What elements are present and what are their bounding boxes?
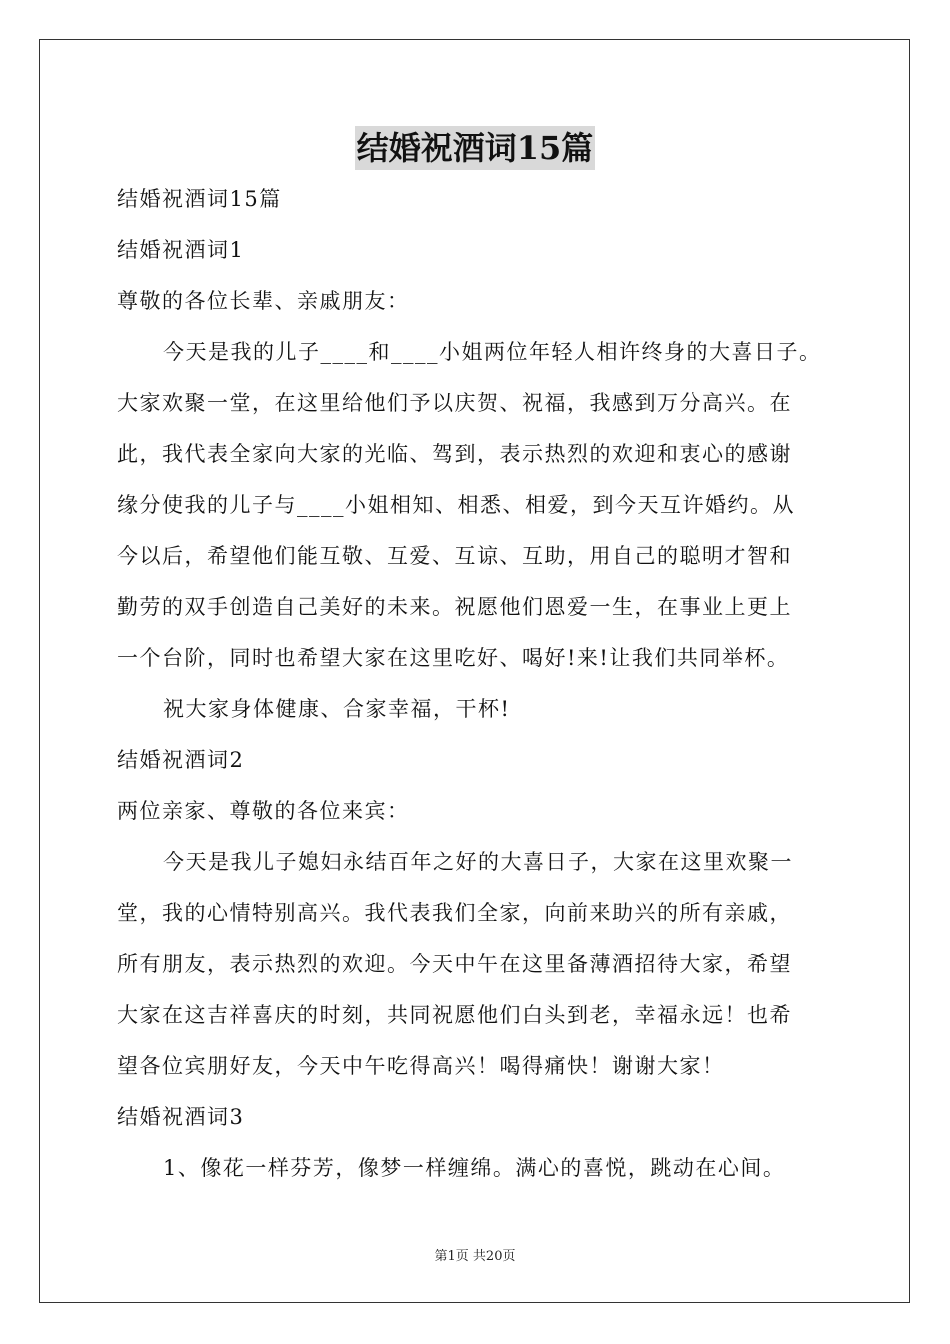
body-line-5: 大家欢聚一堂，在这里给他们予以庆贺、祝福，我感到万分高兴。在 [117,391,792,415]
body-line-10: 一个台阶，同时也希望大家在这里吃好、喝好!来!让我们共同举杯。 [117,646,790,670]
document-body [117,174,837,1194]
body-line-15: 堂，我的心情特别高兴。我代表我们全家，向前来助兴的所有亲戚， [117,901,792,925]
body-line-17: 大家在这吉祥喜庆的时刻，共同祝愿他们白头到老，幸福永远！也希 [117,1003,792,1027]
page-footer: 第1页 共20页 [434,1249,516,1264]
title-container [0,126,950,170]
body-line-2: 结婚祝酒词1 [117,238,245,262]
body-line-7: 缘分使我的儿子与____小姐相知、相悉、相爱，到今天互许婚约。从 [117,493,795,517]
body-line-1: 结婚祝酒词15篇 [117,187,282,211]
body-line-11: 祝大家身体健康、合家幸福，干杯! [163,697,511,721]
body-line-16: 所有朋友，表示热烈的欢迎。今天中午在这里备薄酒招待大家，希望 [117,952,792,976]
body-line-3: 尊敬的各位长辈、亲戚朋友： [117,289,410,313]
body-line-14: 今天是我儿子媳妇永结百年之好的大喜日子，大家在这里欢聚一 [163,850,793,874]
body-line-19: 结婚祝酒词3 [117,1105,245,1129]
body-line-9: 勤劳的双手创造自己美好的未来。祝愿他们恩爱一生，在事业上更上 [117,595,792,619]
body-line-20: 1、像花一样芬芳，像梦一样缠绵。满心的喜悦，跳动在心间。 [163,1156,786,1180]
body-line-4: 今天是我的儿子____和____小姐两位年轻人相许终身的大喜日子。 [163,340,822,364]
body-line-6: 此，我代表全家向大家的光临、驾到，表示热烈的欢迎和衷心的感谢 [117,442,792,466]
body-line-18: 望各位宾朋好友，今天中午吃得高兴！喝得痛快！谢谢大家！ [117,1054,725,1078]
body-line-8: 今以后，希望他们能互敬、互爱、互谅、互助，用自己的聪明才智和 [117,544,792,568]
body-line-13: 两位亲家、尊敬的各位来宾： [117,799,410,823]
body-line-12: 结婚祝酒词2 [117,748,245,772]
document-title: 结婚祝酒词15篇 [355,126,596,170]
